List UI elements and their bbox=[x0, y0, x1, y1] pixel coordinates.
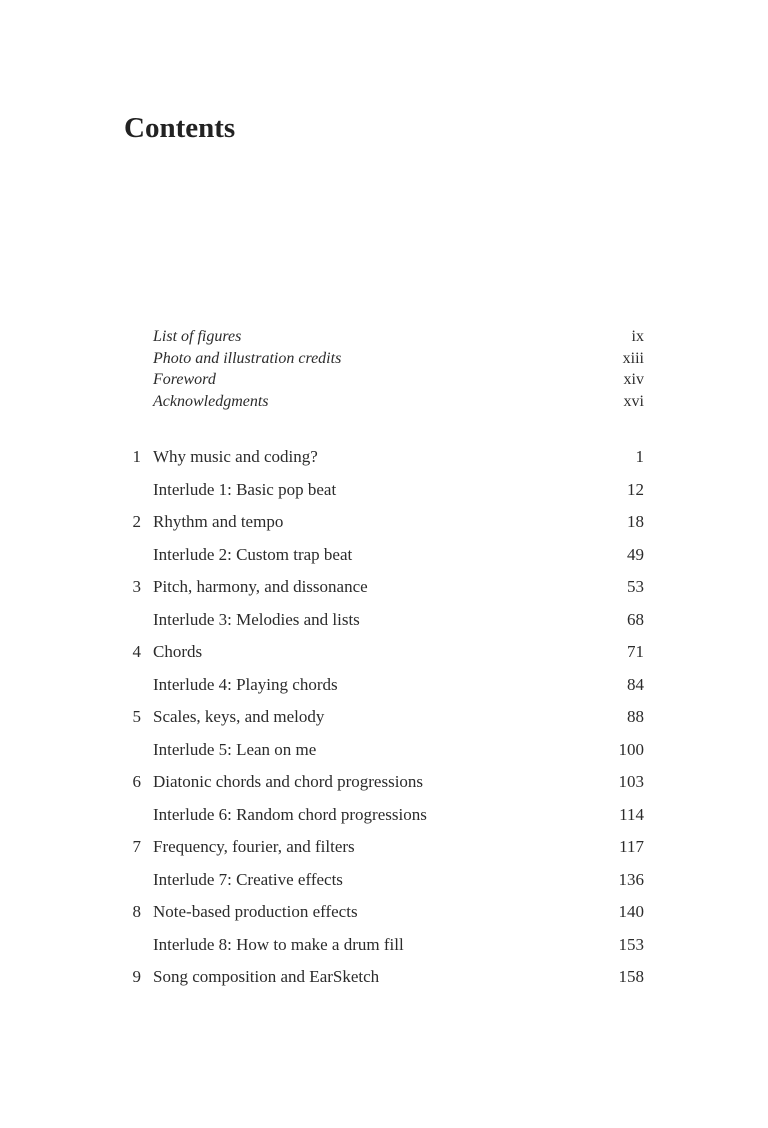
entry-title: Interlude 7: Creative effects bbox=[153, 869, 343, 889]
entry-title: Diatonic chords and chord progressions bbox=[153, 772, 424, 792]
entry-title: Frequency, fourier, and filters bbox=[153, 837, 355, 857]
entry-title: Rhythm and tempo bbox=[153, 512, 284, 532]
entry-title: Why music and coding? bbox=[153, 447, 318, 467]
entry-title: Interlude 1: Basic pop beat bbox=[153, 479, 337, 499]
page-number: 88 bbox=[627, 707, 644, 727]
chapter-number: 1 bbox=[132, 447, 141, 467]
entry-title: Interlude 6: Random chord progressions bbox=[153, 804, 427, 824]
entry-title: Interlude 5: Lean on me bbox=[153, 739, 317, 759]
page-number: 114 bbox=[619, 804, 644, 824]
page-number: 53 bbox=[627, 577, 644, 597]
entry-title: Pitch, harmony, and dissonance bbox=[153, 577, 368, 597]
front-matter-label: Foreword bbox=[153, 371, 216, 389]
front-matter-label: Photo and illustration credits bbox=[153, 349, 342, 367]
front-matter-item[interactable] bbox=[153, 369, 644, 391]
toc-entry[interactable] bbox=[124, 961, 644, 994]
toc-entry[interactable] bbox=[124, 701, 644, 734]
page-title: Contents bbox=[124, 112, 236, 144]
chapter-number: 4 bbox=[132, 642, 141, 662]
toc-entry[interactable] bbox=[124, 539, 644, 572]
toc-entry[interactable] bbox=[124, 766, 644, 799]
page-number: 100 bbox=[618, 739, 644, 759]
front-matter-item[interactable] bbox=[153, 391, 644, 413]
toc-entry[interactable] bbox=[124, 506, 644, 539]
page-number: 49 bbox=[627, 544, 644, 564]
chapter-number: 5 bbox=[132, 707, 141, 727]
page-number: 158 bbox=[618, 967, 644, 987]
entry-title: Interlude 2: Custom trap beat bbox=[153, 544, 353, 564]
entry-title: Interlude 8: How to make a drum fill bbox=[153, 934, 404, 954]
page-number: 84 bbox=[627, 674, 644, 694]
toc-entry[interactable] bbox=[124, 474, 644, 507]
entry-title: Interlude 4: Playing chords bbox=[153, 674, 338, 694]
toc-entry[interactable] bbox=[124, 734, 644, 767]
page-number: 136 bbox=[618, 869, 644, 889]
entry-title: Interlude 3: Melodies and lists bbox=[153, 609, 360, 629]
toc-entry[interactable] bbox=[124, 636, 644, 669]
page-number: 117 bbox=[619, 837, 644, 857]
chapter-number: 8 bbox=[132, 902, 141, 922]
page-number: 18 bbox=[627, 512, 644, 532]
front-matter-label: List of figures bbox=[153, 327, 242, 345]
entry-title: Chords bbox=[153, 642, 203, 662]
chapter-number: 6 bbox=[132, 772, 141, 792]
front-matter-item[interactable] bbox=[153, 348, 644, 370]
toc-entry[interactable] bbox=[124, 571, 644, 604]
toc-entry[interactable] bbox=[124, 799, 644, 832]
chapter-number: 9 bbox=[132, 967, 141, 987]
front-matter-list bbox=[153, 326, 644, 413]
chapter-list bbox=[124, 441, 644, 994]
page-number: 1 bbox=[635, 447, 644, 467]
page-number: xvi bbox=[623, 392, 644, 410]
entry-title: Note-based production effects bbox=[153, 902, 358, 922]
toc-entry[interactable] bbox=[124, 831, 644, 864]
entry-title: Scales, keys, and melody bbox=[153, 707, 325, 727]
page-number: 153 bbox=[618, 934, 644, 954]
front-matter-label: Acknowledgments bbox=[153, 392, 269, 410]
front-matter-item[interactable] bbox=[153, 326, 644, 348]
page-number: 71 bbox=[627, 642, 644, 662]
toc-entry[interactable] bbox=[124, 604, 644, 637]
toc-entry[interactable] bbox=[124, 669, 644, 702]
page-number: xiii bbox=[622, 349, 644, 367]
page-number: 140 bbox=[618, 902, 644, 922]
chapter-number: 3 bbox=[132, 577, 141, 597]
page-number: xiv bbox=[623, 371, 644, 389]
toc-entry[interactable] bbox=[124, 441, 644, 474]
toc-entry[interactable] bbox=[124, 864, 644, 897]
page-number: ix bbox=[631, 327, 644, 345]
toc-entry[interactable] bbox=[124, 929, 644, 962]
toc-entry[interactable] bbox=[124, 896, 644, 929]
chapter-number: 2 bbox=[132, 512, 141, 532]
page-number: 103 bbox=[618, 772, 644, 792]
entry-title: Song composition and EarSketch bbox=[153, 967, 380, 987]
chapter-number: 7 bbox=[132, 837, 141, 857]
page-number: 12 bbox=[627, 479, 644, 499]
page-number: 68 bbox=[627, 609, 644, 629]
